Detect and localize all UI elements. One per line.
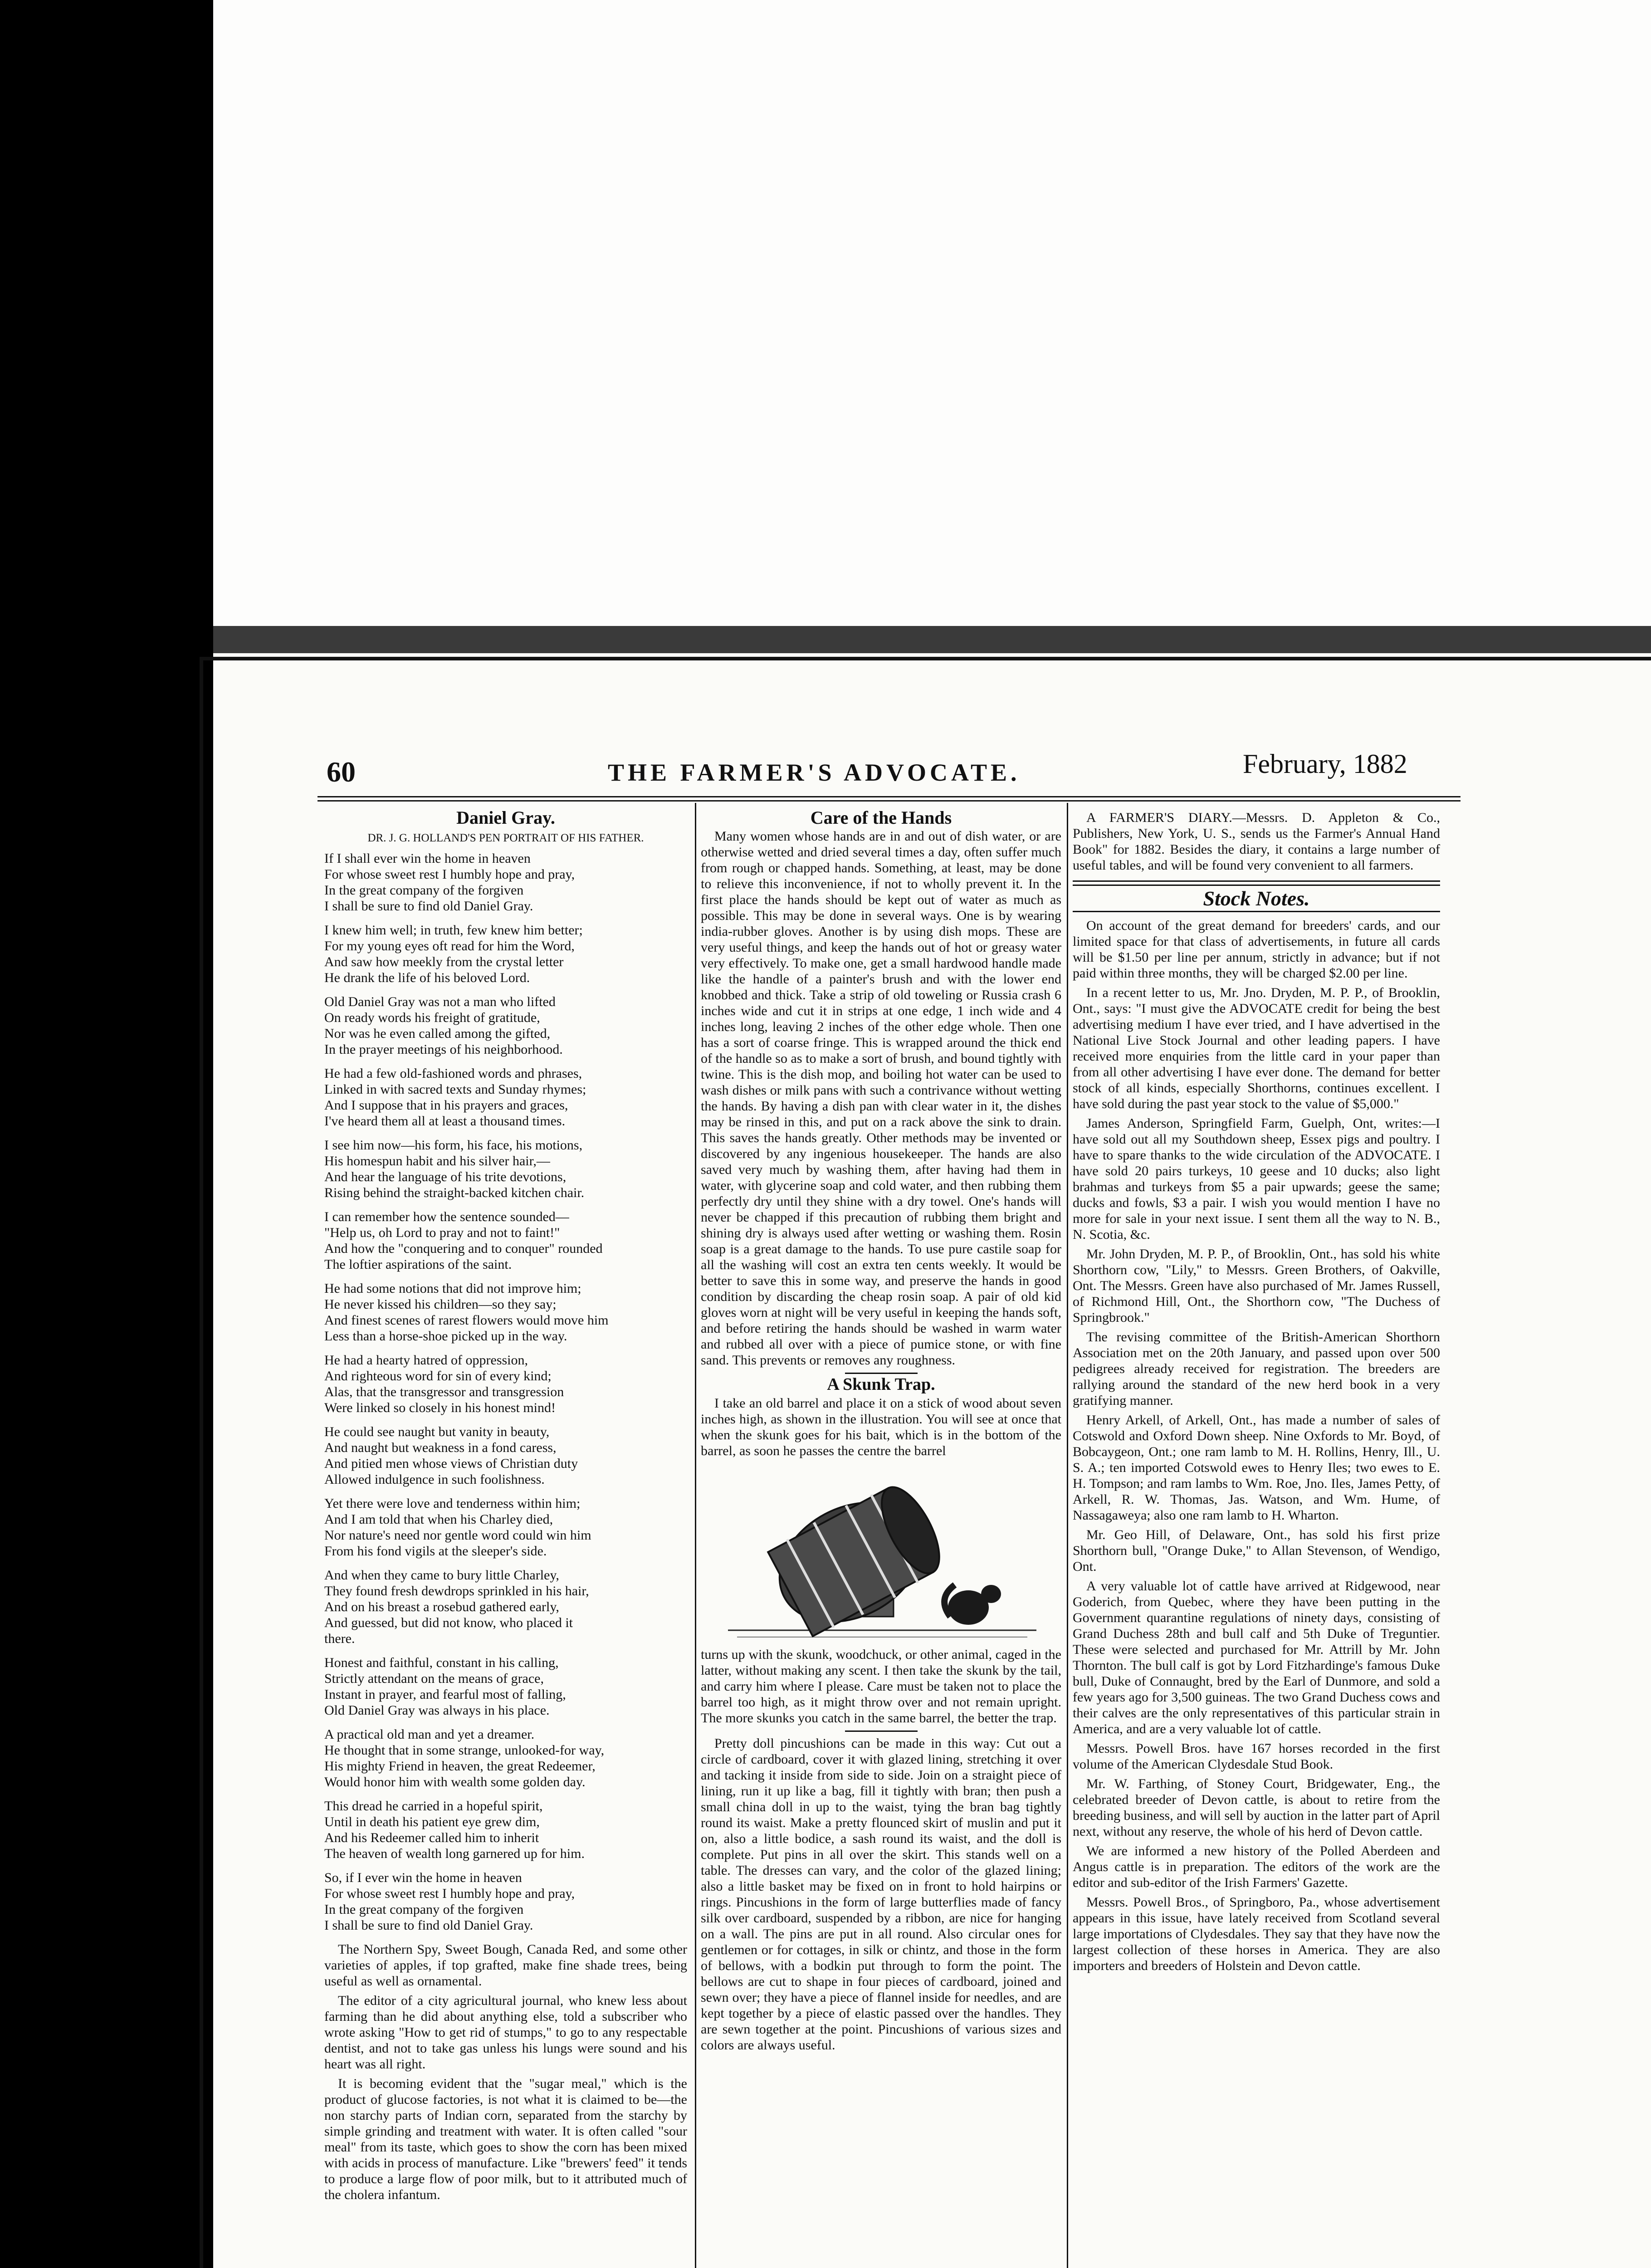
header-rule <box>318 796 1460 802</box>
poem-subtitle: DR. J. G. HOLLAND'S PEN PORTRAIT OF HIS FATHER. <box>367 832 644 844</box>
stock-note-paragraph: Mr. Geo Hill, of Delaware, Ont., has sold his first prize Shorthorn bull, "Orange Duke," to Allan Stevenson, of Wendigo, Ont. <box>1073 1527 1440 1574</box>
poem-stanza <box>324 1281 687 1344</box>
divider <box>845 1730 918 1732</box>
poem-stanza <box>324 1352 687 1416</box>
poem-stanza <box>324 1137 687 1201</box>
poem-line: Would honor him with wealth some golden day. <box>324 1774 586 1789</box>
poem-line: If I shall ever win the home in heaven <box>324 851 531 866</box>
article-title-hands: Care of the Hands <box>810 807 952 828</box>
poem-line: They found fresh dewdrops sprinkled in his hair, <box>324 1584 589 1598</box>
poem-line: Instant in prayer, and fearful most of falling, <box>324 1687 566 1702</box>
page-number: 60 <box>327 756 356 788</box>
poem-line: So, if I ever win the home in heaven <box>324 1870 522 1885</box>
farmers-diary-note: A FARMER'S DIARY.—Messrs. D. Appleton & Co., Publishers, New York, U. S., sends us the Farmer's Annual Hand Book" for 1882. Besides the diary, it contains a large number of useful tables, and will be found very convenient to all farmers. <box>1073 810 1440 873</box>
poem-line: Nor nature's need nor gentle word could win him <box>324 1528 591 1543</box>
poem-line: Strictly attendant on the means of grace, <box>324 1671 544 1686</box>
poem-line: The heaven of wealth long garnered up for him. <box>324 1846 585 1861</box>
barrel-trap-illustration <box>701 1462 1061 1644</box>
poem-line: there. <box>324 1631 355 1646</box>
poem-line: "Help us, oh Lord to pray and not to faint!" <box>324 1225 560 1240</box>
poem-body <box>324 850 687 1933</box>
poem-stanza <box>324 1567 687 1647</box>
poem-stanza <box>324 1870 687 1933</box>
stock-note-paragraph: The revising committee of the British-American Shorthorn Association met on the 20th January, and passed upon over 500 pedigrees already received for registration. The breeders are rallying around the standard of the new herd book in a very gratifying manner. <box>1073 1330 1440 1408</box>
poem-line: Linked in with sacred texts and Sunday rhymes; <box>324 1082 586 1097</box>
poem-stanza <box>324 1424 687 1487</box>
stock-notes-body <box>1073 918 1440 1974</box>
poem-line: I knew him well; in truth, few knew him better; <box>324 923 583 938</box>
poem-line: This dread he carried in a hopeful spirit, <box>324 1799 543 1813</box>
poem-line: In the prayer meetings of his neighborhood. <box>324 1042 563 1057</box>
poem-stanza <box>324 1209 687 1272</box>
page-border-left <box>200 657 203 2268</box>
poem-line: I see him now—his form, his face, his motions, <box>324 1138 583 1153</box>
poem-line: He drank the life of his beloved Lord. <box>324 970 530 985</box>
column-1 <box>324 807 687 2206</box>
note-paragraph: It is becoming evident that the "sugar meal," which is the product of glucose factories, is not what it is claimed to be—the non starchy parts of Indian corn, separated from the starchy by simple grinding and treatment with water. It is often called "sour meal" from its taste, which goes to show the corn has been mixed with acids in process of manufacture. Like "brewers' feed" it tends to produce a large flow of poor milk, but to it attributed much of the cholera infantum. <box>324 2076 687 2202</box>
poem-line: Rising behind the straight-backed kitchen chair. <box>324 1185 585 1200</box>
poem-line: I've heard them all at least a thousand times. <box>324 1114 566 1129</box>
poem-line: And on his breast a rosebud gathered early, <box>324 1599 559 1614</box>
poem-line: And how the "conquering and to conquer" rounded <box>324 1241 603 1256</box>
poem-line: For whose sweet rest I humbly hope and pray, <box>324 1886 575 1901</box>
col-divider-2 <box>1067 803 1068 2268</box>
poem-line: For my young eyes oft read for him the Word, <box>324 938 575 953</box>
stock-note-paragraph: We are informed a new history of the Polled Aberdeen and Angus cattle is in preparation. The editors of the work are the editor and sub-editor of the Irish Farmers' Gazette. <box>1073 1843 1440 1890</box>
poem-line: Old Daniel Gray was always in his place. <box>324 1703 550 1718</box>
poem-stanza <box>324 1496 687 1559</box>
poem-line: He had a hearty hatred of oppression, <box>324 1353 528 1368</box>
poem-line: And saw how meekly from the crystal letter <box>324 954 564 969</box>
stock-note-paragraph: Henry Arkell, of Arkell, Ont., has made a number of sales of Cotswold and Oxford Down sheep. Nine Oxfords to Mr. Boyd, of Bobcaygeon, Ont.; one ram lamb to M. H. Rollins, Henry, Ill., U. S. A.; ten imported Cotswold ewes to Henry Iles; two ewes to E. H. Tompson; and ram lambs to Wm. Roe, Jno. Iles, James Petty, of Arkell, R. W. Thomas, Jas. Watson, and Wm. Hume, of Nassagaweya; also one ram lamb to H. Wharton. <box>1073 1413 1440 1523</box>
article-hands-body: Many women whose hands are in and out of dish water, or are otherwise wetted and dried several times a day, often suffer much from rough or chapped hands. Something, at least, may be done to relieve this inconvenience, if not to wholly prevent it. In the first place the hands should be kept out of water as much as possible. This may be done in several ways. One is by wearing india-rubber gloves. Another is by using dish mops. These are very useful things, and keep the hands out of hot or greasy water very effectively. To make one, get a small hardwood handle made like the handle of a painter's brush and with the lower end knobbed and thick. Take a strip of old toweling or Russia crash 6 inches wide and cut it in strips at one edge, 1 inch wide and 4 inches long, leaving 2 inches of the other edge whole. Then one has a sort of coarse fringe. This is wrapped around the thick end of the handle so as to make a sort of brush, and bound tightly with twine. This is the dish mop, and boiling hot water can be used to wash dishes or milk pans with such a contrivance without wetting the hands. By having a dish pan with clear water in it, the dishes may be rinsed in this, and put on a rack above the sink to drain. This saves the hands greatly. Other methods may be invented or discovered by any ingenious housekeeper. The hands are also saved very much by washing them, after having had them in water, with glycerine soap and cold water, and then rubbing them perfectly dry until they shine with a dry towel. One's hands will never be chapped if this precaution of rubbing them bright and shining dry is always used after wetting or washing them. Rosin soap is a great damage to the hands. To use pure castile soap for all the washing will cost an extra ten cents weekly. It would be better to save this in some way, and preserve the hands in good condition by discarding the cheap rosin soap. A pair of old kid gloves worn at night will be very useful in keeping the hands soft, and before retiring the hands should be washed in warm water and rubbed all over with a piece of pumice stone, or with fine sand. This prevents or removes any roughness. <box>701 829 1061 1368</box>
poem-stanza <box>324 994 687 1057</box>
poem-line: And I suppose that in his prayers and graces, <box>324 1098 568 1113</box>
stock-note-paragraph: In a recent letter to us, Mr. Jno. Dryden, M. P. P., of Brooklin, Ont., says: "I must give the ADVOCATE credit for being the best advertising medium I have ever tried, and I have advertised in the National Live Stock Journal and other leading papers. I have received more enquiries from the little card in your paper than from all other advertising I have ever done. The demand for better stock of all kinds, especially Shorthorns, continues excellent. I have sold during the past year stock to the value of $5,000." <box>1073 985 1440 1111</box>
poem-line: And finest scenes of rarest flowers would move him <box>324 1313 609 1328</box>
stock-note-paragraph: Mr. W. Farthing, of Stoney Court, Bridgewater, Eng., the celebrated breeder of Devon cattle, is about to retire from the breeding business, and will sell by auction in the latter part of April next, without any reserve, the whole of his herd of Devon cattle. <box>1073 1776 1440 1839</box>
poem-stanza <box>324 1066 687 1129</box>
stock-note-paragraph: Messrs. Powell Bros., of Springboro, Pa., whose advertisement appears in this issue, have lately received from Scotland several large importations of Clydesdales. They say that they have now the largest collection of these horses in America. They are also importers and breeders of Holstein and Devon cattle. <box>1073 1895 1440 1973</box>
poem-line: He had some notions that did not improve him; <box>324 1281 581 1296</box>
note-paragraph: The editor of a city agricultural journal, who knew less about farming than he did about anything else, told a subscriber who wrote asking "How to get rid of stumps," to go to any respectable dentist, and not to take gas unless his lungs were sound and his heart was all right. <box>324 1993 687 2072</box>
poem-line: And I am told that when his Charley died, <box>324 1512 553 1527</box>
poem-line: From his fond vigils at the sleeper's side. <box>324 1544 547 1559</box>
section-rule-top <box>1073 880 1440 886</box>
poem-line: Alas, that the transgressor and transgression <box>324 1384 564 1399</box>
stock-note-paragraph: On account of the great demand for breeders' cards, and our limited space for that class of advertisements, in future all cards will be $1.50 per line per annum, strictly in advance; but if not paid within three months, they will be charged $2.00 per line. <box>1073 918 1440 981</box>
poem-line: And righteous word for sin of every kind; <box>324 1369 552 1383</box>
poem-line: His homespun habit and his silver hair,— <box>324 1154 550 1168</box>
poem-line: Were linked so closely in his honest mind! <box>324 1400 556 1415</box>
masthead: THE FARMER'S ADVOCATE. <box>608 759 1021 786</box>
page-border-top <box>200 657 1651 660</box>
poem-stanza <box>324 1798 687 1862</box>
article-skunk-body-1: I take an old barrel and place it on a stick of wood about seven inches high, as shown in the illustration. You will see at once that when the skunk goes for his bait, which is in the bottom of the barrel, as soon he passes the centre the barrel <box>701 1396 1061 1458</box>
blank-leaf <box>213 0 1651 626</box>
stock-note-paragraph: Messrs. Powell Bros. have 167 horses recorded in the first volume of the American Clydesdale Stud Book. <box>1073 1741 1440 1772</box>
poem-line: In the great company of the forgiven <box>324 1902 524 1917</box>
poem-line: Old Daniel Gray was not a man who lifted <box>324 994 556 1009</box>
poem-stanza <box>324 1655 687 1718</box>
stock-note-paragraph: A very valuable lot of cattle have arrived at Ridgewood, near Goderich, from Quebec, where they have been putting in the Government quarantine regulations of ninety days, consisting of Grand Duchess 28th and bull calf and 5th Duke of Treguntier. These were selected and purchased for Mr. Attrill by Mr. John Thornton. The bull calf is got by Lord Fitzhardinge's famous Duke bull, Duke of Connaught, bred by the Earl of Dunmore, and sold a few years ago for 3,500 guineas. The two Grand Duchess cows and their calves are the only representatives of this particular strain in America, and are a very valuable lot of cattle. <box>1073 1579 1440 1736</box>
poem-line: In the great company of the forgiven <box>324 883 524 898</box>
page-shadow <box>213 626 1651 653</box>
poem-line: And when they came to bury little Charley, <box>324 1568 559 1583</box>
poem-line: Yet there were love and tenderness within him; <box>324 1496 581 1511</box>
column-2 <box>701 807 1061 2057</box>
section-rule-bottom <box>1073 911 1440 912</box>
issue-date: February, 1882 <box>1243 749 1407 779</box>
poem-line: He thought that in some strange, unlooked-for way, <box>324 1743 605 1758</box>
poem-line: I shall be sure to find old Daniel Gray. <box>324 1918 533 1933</box>
poem-line: Until in death his patient eye grew dim, <box>324 1814 540 1829</box>
stock-notes-title: Stock Notes. <box>1203 887 1310 910</box>
stock-note-paragraph: Mr. John Dryden, M. P. P., of Brooklin, Ont., has sold his white Shorthorn cow, "Lily," to Messrs. Green Brothers, of Oakville, Ont. The Messrs. Green have also purchased of Mr. James Russell, of Richmond Hill, Ont., the Shorthorn cow, "The Duchess of Springbrook." <box>1073 1246 1440 1325</box>
poem-line: He had a few old-fashioned words and phrases, <box>324 1066 582 1081</box>
poem-title: Daniel Gray. <box>456 807 555 828</box>
poem-line: I shall be sure to find old Daniel Gray. <box>324 899 533 914</box>
poem-line: The loftier aspirations of the saint. <box>324 1257 512 1272</box>
poem-line: Allowed indulgence in such foolishness. <box>324 1472 545 1487</box>
poem-line: And naught but weakness in a fond caress, <box>324 1440 557 1455</box>
poem-line: On ready words his freight of gratitude, <box>324 1010 540 1025</box>
poem-stanza <box>324 922 687 986</box>
stock-note-paragraph: James Anderson, Springfield Farm, Guelph, Ont, writes:—I have sold out all my Southdown sheep, Essex pigs and poultry. I have to spare thanks to the wide circulation of the ADVOCATE. I have sold 20 pairs turkeys, 10 geese and 10 ducks; also light brahmas and turkeys from $5 a pair upwards; geese the same; ducks and fowls, $3 a pair. I wish you would mention I have no more for sale in your next issue. I sent them all the way to N. B., N. Scotia, &c. <box>1073 1116 1440 1242</box>
poem-line: He could see naught but vanity in beauty, <box>324 1424 550 1439</box>
article-skunk-body-2: turns up with the skunk, woodchuck, or other animal, caged in the latter, without making any scent. I then take the skunk by the tail, and carry him where I please. Care must be taken not to place the barrel too high, as it might throw over and not remain upright. The more skunks you catch in the same barrel, the better the trap. <box>701 1647 1061 1725</box>
poem-line: And pitied men whose views of Christian duty <box>324 1456 578 1471</box>
poem-stanza <box>324 850 687 914</box>
poem-stanza <box>324 1726 687 1790</box>
poem-line: Nor was he even called among the gifted, <box>324 1026 551 1041</box>
poem-line: I can remember how the sentence sounded— <box>324 1209 569 1224</box>
poem-line: For whose sweet rest I humbly hope and pray, <box>324 867 575 882</box>
poem-line: And guessed, but did not know, who placed it <box>324 1615 573 1630</box>
column-3 <box>1073 810 1440 1977</box>
article-title-skunk: A Skunk Trap. <box>827 1375 935 1394</box>
poem-line: Honest and faithful, constant in his calling, <box>324 1655 559 1670</box>
col-divider-1 <box>695 803 696 2268</box>
poem-line: And his Redeemer called him to inherit <box>324 1830 539 1845</box>
poem-line: His mighty Friend in heaven, the great Redeemer, <box>324 1759 596 1774</box>
poem-line: He never kissed his children—so they say; <box>324 1297 557 1312</box>
article-pincushions: Pretty doll pincushions can be made in this way: Cut out a circle of cardboard, cover it with glazed lining, stretching it over and tacking it inside from side to side. Join on a straight piece of lining, run it up like a bag, fill it tightly with bran; then push a small china doll in up to the waist, tying the bran bag tightly round its waist. Make a pretty flounced skirt of muslin and put it on, also a little bodice, a sash round its waist, and the doll is complete. Put pins in all over the skirt. This stands well on a table. The dresses can vary, and the color of the glazed lining; also a little basket may be fixed on in front to hold hairpins or rings. Pincushions in the form of large butterflies made of fancy silk over cardboard, suspended by a ribbon, are nice for hanging on a wall. The pins are put in all round. Also circular ones for gentlemen or for cottages, in silk or chintz, and those in the form of bellows, with a bodkin put through to form the point. The bellows are cut to shape in four pieces of cardboard, joined and sewn over; they have a piece of flannel inside for needles, and are kept together by a piece of elastic passed over the handles. They are sewn together at the point. Pincushions of various sizes and colors are always useful. <box>701 1736 1061 2053</box>
poem-line: Less than a horse-shoe picked up in the way. <box>324 1329 567 1344</box>
note-paragraph: The Northern Spy, Sweet Bough, Canada Red, and some other varieties of apples, if top grafted, make fine shade trees, being useful as well as ornamental. <box>324 1942 687 1989</box>
divider <box>845 1373 918 1374</box>
poem-line: And hear the language of his trite devotions, <box>324 1169 567 1184</box>
column-1-notes <box>324 1941 687 2203</box>
poem-line: A practical old man and yet a dreamer. <box>324 1727 535 1742</box>
